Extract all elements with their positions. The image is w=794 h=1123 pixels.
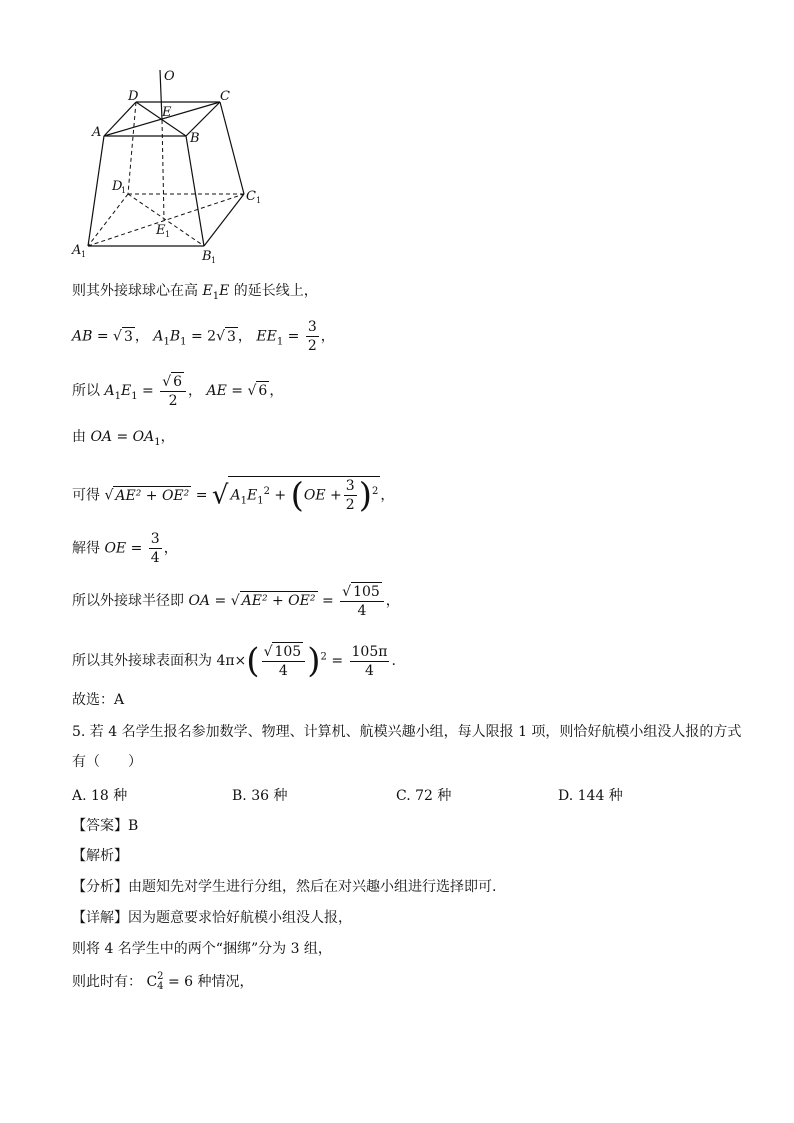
- equals: =: [195, 487, 208, 504]
- label-e1: E: [156, 223, 166, 238]
- denominator: 4: [150, 550, 160, 566]
- plus: +: [274, 487, 287, 504]
- fraction: [306, 318, 319, 355]
- solution-line-8: [72, 642, 396, 680]
- fraction: [340, 582, 384, 620]
- sqrt-value: 3: [226, 328, 236, 345]
- edge-dd1-hidden: [128, 102, 136, 194]
- sqrt-value: 105: [353, 584, 380, 600]
- numerator: 3: [345, 478, 355, 495]
- math-sub: 1: [240, 495, 247, 507]
- math-sub: 1: [276, 336, 284, 348]
- numerator: 3: [150, 531, 160, 547]
- text: = 6 种情况，: [168, 974, 254, 990]
- math-ae: AE: [206, 383, 227, 399]
- text: 解得: [72, 540, 100, 557]
- text: 所以其外接球表面积为: [72, 653, 212, 669]
- radical-icon: √: [247, 383, 257, 399]
- text: 的延长线上，: [233, 283, 318, 299]
- paren-open-icon: (: [290, 475, 304, 516]
- answer-choice-line: 故选：A: [72, 692, 125, 708]
- denominator: 2: [307, 338, 317, 354]
- separator: ，: [134, 328, 149, 345]
- fraction: [344, 477, 357, 514]
- paren-open-icon: (: [246, 641, 260, 681]
- fraction: [160, 372, 186, 410]
- solution-line-1: [72, 281, 318, 307]
- math-oe: OE +: [303, 487, 342, 504]
- denominator: 4: [278, 663, 288, 679]
- math-sub: 1: [180, 336, 187, 348]
- equals: =: [287, 328, 300, 345]
- text: 可得: [72, 487, 100, 504]
- equals: =: [331, 653, 344, 669]
- radical-icon: √: [342, 584, 352, 600]
- option-b[interactable]: B. 36 种: [232, 788, 288, 804]
- math-sup: 2: [371, 486, 379, 497]
- label-a1: A: [72, 243, 82, 258]
- numerator: 105π: [351, 643, 388, 660]
- math-expression: OA = OA: [90, 429, 155, 445]
- label-e1-sub: 1: [165, 230, 171, 239]
- math-e: E: [120, 383, 132, 399]
- math-sub: 1: [163, 336, 170, 348]
- text: 所以: [72, 383, 100, 399]
- math-oe: OE: [104, 540, 127, 557]
- text: 则其外接球球心在高: [72, 283, 198, 299]
- label-b1: B: [202, 249, 212, 264]
- equals: =: [142, 383, 154, 399]
- sqrt-value: 3: [123, 328, 133, 345]
- math-sup: 2: [320, 651, 327, 663]
- sqrt-expression: AE² + OE²: [241, 593, 316, 609]
- analysis-title: 【解析】: [72, 848, 128, 864]
- sqrt-value: 105: [274, 644, 302, 660]
- answer-label: 【答案】B: [72, 818, 139, 834]
- equals: =: [130, 540, 143, 557]
- label-d1: D: [112, 179, 123, 194]
- math-sub: 4: [157, 981, 164, 992]
- solution-line-6: [72, 530, 178, 567]
- height-ee1-hidden: [162, 120, 164, 220]
- label-c1-sub: 1: [256, 196, 262, 205]
- paren-close-icon: ): [307, 641, 321, 681]
- equals: =: [231, 383, 244, 399]
- solution-line-4: [72, 427, 175, 453]
- math-b: B: [169, 328, 181, 345]
- radical-icon: √: [230, 593, 240, 609]
- sqrt-value: 6: [258, 383, 268, 399]
- math-sub: 1: [131, 390, 138, 402]
- equals: =: [96, 328, 109, 345]
- math-e: E: [202, 283, 213, 299]
- math-e: E: [219, 283, 230, 299]
- option-c[interactable]: C. 72 种: [396, 788, 452, 804]
- radical-icon: √: [211, 480, 229, 511]
- math-a: A: [230, 487, 241, 504]
- separator: .: [391, 653, 396, 669]
- analysis-xiangjie: 【详解】因为题意要求恰好航模小组没人报，: [72, 910, 352, 926]
- separator: ，: [237, 328, 252, 345]
- math-sub: 1: [212, 290, 220, 302]
- edge-b1c1: [204, 194, 244, 246]
- math-sub: 1: [114, 390, 121, 402]
- math-e: E: [246, 487, 258, 504]
- value: = 2: [190, 328, 217, 345]
- label-o: O: [164, 69, 175, 84]
- denominator: 4: [365, 662, 374, 679]
- radical-icon: √: [263, 644, 273, 660]
- option-d[interactable]: D. 144 种: [558, 788, 623, 804]
- math-sup: 2: [157, 971, 164, 982]
- label-d1-sub: 1: [121, 186, 127, 195]
- solution-line-7: [72, 582, 400, 620]
- math-ab: AB: [72, 328, 93, 345]
- text: 由: [72, 429, 86, 445]
- numerator: [340, 582, 384, 602]
- math-oa: OA: [188, 593, 211, 609]
- radical-icon: √: [104, 487, 114, 504]
- coefficient: 4π×: [216, 653, 247, 669]
- option-a[interactable]: A. 18 种: [72, 788, 128, 804]
- edge-bb1: [186, 136, 204, 246]
- analysis-step-1: 则将 4 名学生中的两个“捆绑”分为 3 组，: [72, 941, 332, 957]
- label-b1-sub: 1: [211, 256, 217, 265]
- separator: ，: [163, 540, 178, 557]
- frustum-figure: [64, 60, 274, 270]
- equals: =: [321, 593, 334, 609]
- numerator: [160, 372, 186, 392]
- separator: ，: [269, 383, 284, 399]
- separator: ，: [385, 593, 400, 609]
- radical-icon: √: [162, 374, 172, 390]
- label-a: A: [92, 125, 102, 140]
- analysis-fenxi: 【分析】由题知先对学生进行分组，然后在对兴趣小组进行选择即可.: [72, 879, 497, 895]
- equals: =: [214, 593, 227, 609]
- solution-line-3: [72, 372, 283, 410]
- math-sub: 1: [154, 436, 161, 448]
- separator: ，: [320, 328, 335, 345]
- separator: ，: [380, 487, 395, 504]
- math-a: A: [104, 383, 115, 399]
- math-ee: EE: [256, 328, 277, 345]
- label-a1-sub: 1: [81, 250, 87, 259]
- radical-icon: √: [113, 328, 122, 345]
- label-b: B: [190, 131, 200, 146]
- edge-cc1: [220, 102, 244, 194]
- separator: ，: [160, 429, 175, 445]
- label-c: C: [220, 89, 230, 104]
- analysis-step-2: [72, 972, 254, 992]
- fraction: [149, 530, 162, 567]
- paren-close-icon: ): [358, 475, 372, 516]
- label-e: E: [162, 105, 172, 120]
- fraction: [262, 642, 306, 680]
- text: 则此时有：: [72, 974, 142, 990]
- numerator: 3: [307, 319, 317, 335]
- sqrt-expression: [228, 476, 380, 516]
- question-5-text: 5. 若 4 名学生报名参加数学、物理、计算机、航模兴趣小组，每人限报 1 项，则恰好航模小组没人报的方式: [72, 724, 742, 740]
- solution-line-2: [72, 318, 335, 355]
- question-5-text-cont: 有（ ）: [72, 754, 142, 770]
- numerator: [262, 642, 306, 662]
- sqrt-expression: AE² + OE²: [115, 487, 190, 504]
- sqrt-value: 6: [173, 374, 183, 390]
- label-c1: C: [246, 189, 256, 204]
- denominator: 2: [168, 393, 178, 409]
- fraction: [350, 643, 390, 680]
- solution-line-5: [72, 476, 394, 516]
- denominator: 2: [345, 497, 355, 514]
- label-d: D: [128, 89, 139, 104]
- math-sub: 1: [257, 495, 264, 507]
- combination-c: C: [146, 974, 158, 990]
- math-sup: 2: [263, 486, 270, 497]
- denominator: 4: [357, 603, 367, 619]
- text: 所以外接球半径即: [72, 593, 184, 609]
- edge-aa1: [88, 136, 104, 246]
- math-a: A: [153, 328, 164, 345]
- separator: ，: [188, 383, 203, 399]
- radical-icon: √: [216, 328, 225, 345]
